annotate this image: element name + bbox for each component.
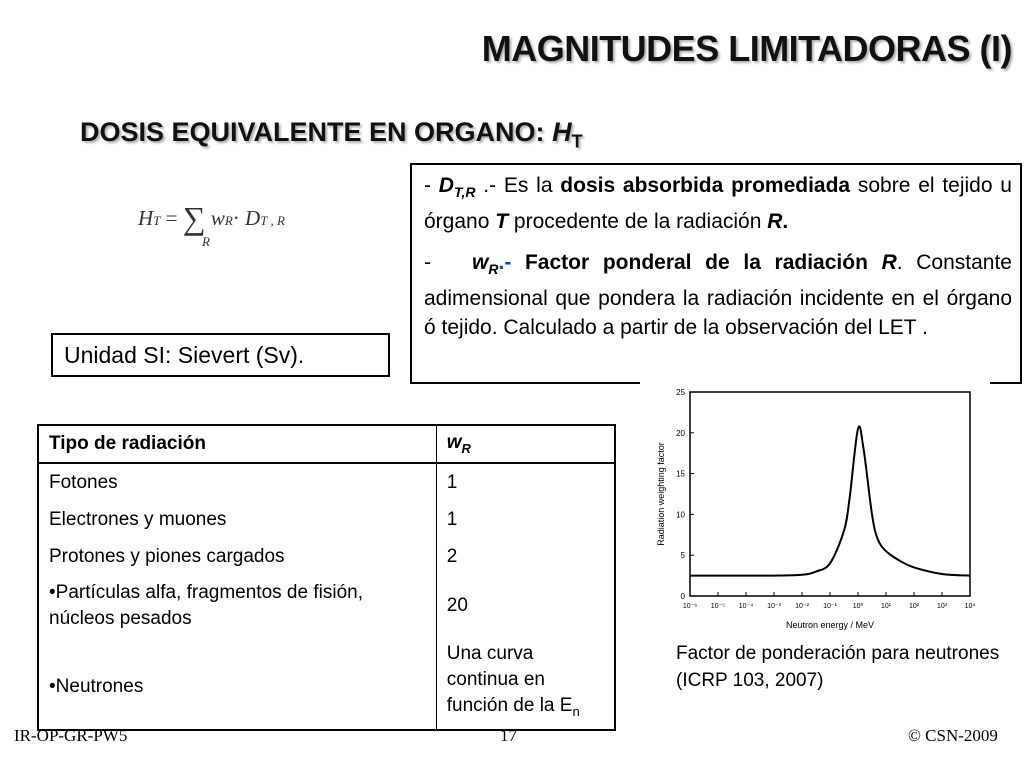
chart-series-line — [690, 426, 970, 575]
chart-x-label: Neutron energy / MeV — [785, 620, 875, 630]
def1-symbol: D — [438, 174, 454, 197]
def2-dash: - — [424, 251, 431, 275]
table-row — [38, 501, 615, 538]
chart-x-tick-label: 10⁻² — [795, 603, 809, 610]
table-cell-type: Fotones — [49, 471, 118, 493]
table-cell-type: •Neutrones — [38, 637, 436, 730]
equivalent-dose-formula — [138, 196, 285, 249]
chart-caption: Factor de ponderación para neutrones (ICRP 103, 2007) — [676, 643, 1000, 691]
radiation-weighting-table — [37, 424, 616, 731]
neutron-weighting-chart — [650, 384, 980, 634]
table-cell-type-text: Neutrones — [55, 676, 144, 697]
table-cell-w-text: Una curva continua en función de la E — [446, 643, 573, 717]
def1-r: R — [767, 210, 783, 234]
table-header-wr-symbol: w — [446, 432, 462, 454]
si-unit-box: Unidad SI: Sievert (Sv). — [51, 333, 390, 377]
table-header-row — [38, 425, 615, 463]
formula-w-sub: R — [224, 213, 233, 228]
chart-y-tick-label: 10 — [676, 510, 685, 520]
chart-y-tick-label: 5 — [680, 551, 685, 561]
table-cell-type: Electrones y muones — [49, 508, 227, 530]
table-cell-w: 20 — [436, 575, 615, 637]
table-header-wr — [436, 425, 615, 463]
chart-x-tick-label: 10⁻⁴ — [738, 603, 754, 610]
slide-title: MAGNITUDES LIMITADORAS (I) — [481, 28, 1012, 69]
footer-document-code: IR-OP-GR-PW5 — [14, 726, 128, 745]
def2-r: R — [881, 251, 897, 275]
section-title-symbol-sub: T — [571, 131, 583, 152]
def2-symbol-sub: R — [488, 261, 499, 278]
def1-mid2: procedente de la radiación — [508, 210, 768, 234]
formula-equals: = — [165, 206, 178, 230]
table-cell-w: 2 — [436, 538, 615, 575]
chart-y-tick-label: 20 — [676, 428, 685, 438]
formula-h-sub: T — [153, 213, 161, 228]
chart-y-tick-label: 25 — [676, 388, 685, 397]
definition-absorbed-dose — [412, 165, 1020, 236]
table-cell-type-text: Partículas alfa, fragmentos de fisión, núcleos pesados — [49, 582, 363, 629]
def1-mid: sobre el tejido u órgano — [424, 174, 1012, 234]
table-cell-w — [436, 637, 615, 730]
section-title-text: DOSIS EQUIVALENTE EN ORGANO: — [80, 117, 545, 147]
formula-sum-index: R — [202, 234, 210, 249]
def2-sep: .- — [498, 251, 512, 275]
table-cell-type: Protones y piones cargados — [49, 545, 285, 567]
formula-d: D — [245, 206, 261, 230]
chart-x-tick-label: 10¹ — [880, 603, 892, 610]
chart-x-tick-label: 10⁻³ — [767, 603, 781, 610]
formula-sigma: ∑ — [182, 200, 206, 236]
chart-x-tick-label: 10² — [908, 603, 920, 610]
table-header-type: Tipo de radiación — [38, 425, 436, 463]
definition-weighting-factor — [412, 236, 1020, 342]
def2-symbol: w — [472, 251, 489, 275]
chart-x-tick-label: 10⁻⁵ — [710, 603, 726, 610]
def2-end: . Constante adimensional que pondera la radiación incidente en el órgano ó tejido. Calculado a partir de la observación del LET . — [424, 251, 1012, 340]
def1-bold: dosis absorbida promediada — [560, 174, 851, 197]
table-row — [38, 637, 615, 730]
chart-x-tick-label: 10⁻¹ — [823, 603, 837, 610]
chart-x-tick-label: 10⁰ — [852, 603, 864, 610]
chart-x-tick-label: 10³ — [936, 603, 948, 610]
table-row — [38, 538, 615, 575]
chart-x-tick-label: 10⁻⁶ — [682, 603, 698, 610]
def1-sep: .- Es la — [475, 174, 561, 197]
chart-y-ticks — [676, 388, 694, 601]
definitions-box — [410, 163, 1022, 384]
footer-page-number: 17 — [500, 726, 517, 745]
chart-y-tick-label: 0 — [680, 592, 685, 601]
def2-bold: Factor ponderal de la radiación — [511, 251, 882, 275]
table-row — [38, 575, 615, 637]
formula-dot: · — [232, 206, 240, 230]
table-cell-w: 1 — [436, 501, 615, 538]
formula-w: w — [210, 206, 225, 230]
def1-t: T — [495, 210, 509, 234]
def1-symbol-sub: T,R — [453, 184, 476, 201]
table-cell-w: 1 — [436, 463, 615, 501]
table-row — [38, 463, 615, 501]
def1-end: . — [782, 210, 789, 234]
chart-y-label: Radiation weighting factor — [656, 442, 666, 546]
table-cell-type: •Partículas alfa, fragmentos de fisión, núcleos pesados — [49, 582, 363, 629]
section-title — [80, 117, 583, 152]
formula-d-sub: T , R — [260, 213, 285, 228]
chart-plot-frame — [690, 392, 970, 596]
chart-x-tick-label: 10⁴ — [964, 603, 976, 610]
section-title-symbol: H — [552, 117, 572, 147]
table-cell-w-sub: n — [572, 703, 580, 719]
footer-copyright: © CSN-2009 — [908, 726, 998, 745]
def1-dash: - — [424, 174, 431, 197]
chart-y-tick-label: 15 — [676, 469, 685, 479]
formula-h: H — [138, 206, 154, 230]
table-header-wr-sub: R — [461, 440, 471, 456]
chart-x-ticks — [680, 592, 976, 610]
